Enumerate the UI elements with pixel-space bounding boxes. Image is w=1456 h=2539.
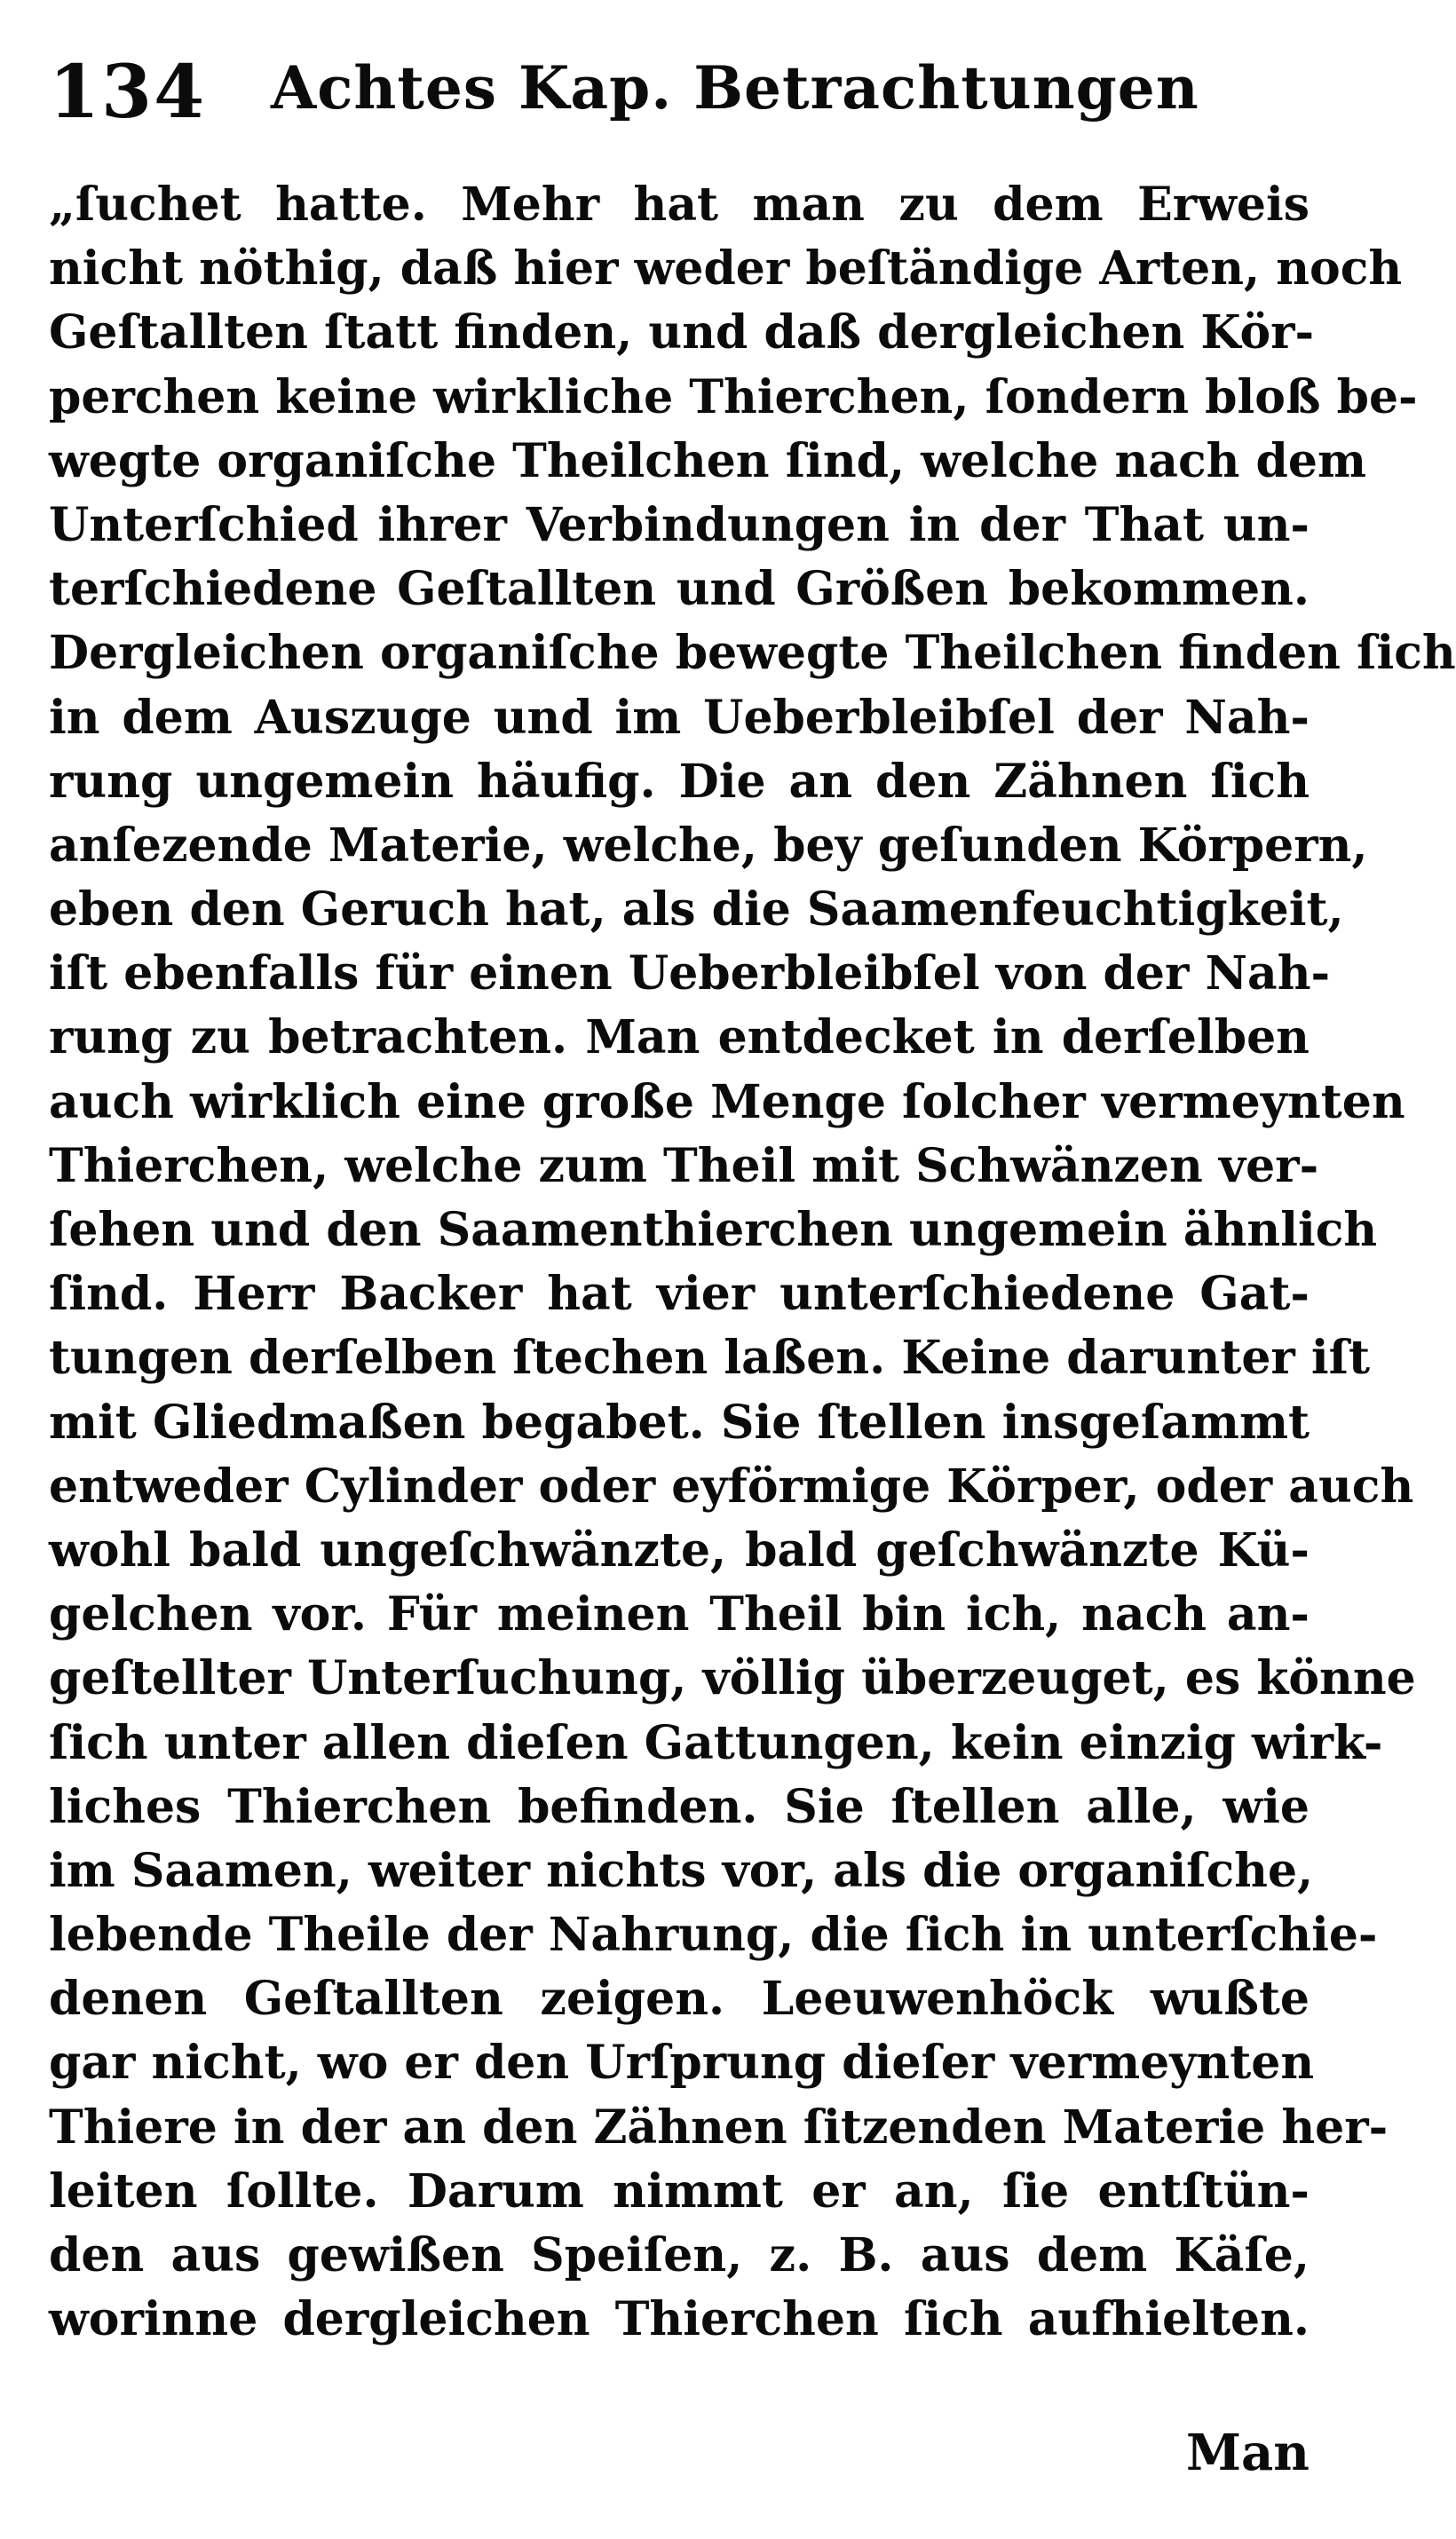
text-line: liches Thierchen befinden. Sie ſtellen alle, wie <box>49 1779 1310 1834</box>
text-line: iſt ebenfalls für einen Ueberbleibſel von der Nah- <box>49 946 1331 1001</box>
text-line: Thierchen, welche zum Theil mit Schwänzen ver- <box>49 1138 1319 1193</box>
text-line: im Saamen, weiter nichts vor, als die organiſche, <box>49 1843 1314 1898</box>
text-line: Dergleichen organiſche bewegte Theilchen finden ſich <box>49 626 1456 681</box>
text-line: entweder Cylinder oder eyförmige Körper, oder auch <box>49 1459 1414 1514</box>
text-line: den aus gewißen Speiſen, z. B. aus dem Käſe, <box>49 2228 1310 2282</box>
text-line: denen Geſtallten zeigen. Leeuwenhöck wußte <box>49 1972 1310 2027</box>
text-line: perchen keine wirkliche Thierchen, ſondern bloß be- <box>49 369 1418 424</box>
text-line: rung ungemein häufig. Die an den Zähnen ſich <box>49 754 1310 809</box>
text-line: rung zu betrachten. Man entdecket in derſelben <box>49 1010 1310 1065</box>
text-line: worinne dergleichen Thierchen ſich aufhielten. <box>49 2292 1310 2347</box>
text-line: Geſtallten ſtatt finden, und daß dergleichen Kör- <box>49 305 1315 360</box>
text-line: terſchiedene Geſtallten und Größen bekommen. <box>49 562 1310 617</box>
text-line: mit Gliedmaßen begabet. Sie ſtellen insgeſammt <box>49 1395 1310 1450</box>
text-line: ſind. Herr Backer hat vier unterſchiedene Gat- <box>49 1267 1310 1322</box>
text-line: wohl bald ungeſchwänzte, bald geſchwänzte Kü- <box>49 1523 1310 1578</box>
text-line: geſtellter Unterſuchung, völlig überzeuget, es könne <box>49 1651 1416 1706</box>
catchword: Man <box>1186 2424 1310 2482</box>
text-line: in dem Auszuge und im Ueberbleibſel der Nah- <box>49 690 1310 745</box>
text-line: ſich unter allen dieſen Gattungen, kein einzig wirk- <box>49 1715 1383 1770</box>
text-line: „ſuchet hatte. Mehr hat man zu dem Erweis <box>49 178 1310 232</box>
book-page <box>49 27 1456 2512</box>
text-line: nicht nöthig, daß hier weder beſtändige Arten, noch <box>49 241 1403 297</box>
text-line: lebende Theile der Nahrung, die ſich in unterſchie- <box>49 1908 1378 1963</box>
page-header <box>49 27 1310 160</box>
text-line: anſezende Materie, welche, bey geſunden Körpern, <box>49 818 1368 873</box>
text-line: Unterſchied ihrer Verbindungen in der That un- <box>49 497 1310 552</box>
text-line: tungen derſelben ſtechen laßen. Keine darunter iſt <box>49 1331 1371 1386</box>
text-line: Thiere in der an den Zähnen ſitzenden Materie her- <box>49 2100 1389 2155</box>
page-number: 134 <box>49 50 207 135</box>
text-line: eben den Geruch hat, als die Saamenfeuchtigkeit, <box>49 882 1344 937</box>
text-line: auch wirklich eine große Menge ſolcher vermeynten <box>49 1074 1405 1129</box>
body-text <box>49 173 1456 2352</box>
text-line: gar nicht, wo er den Urſprung dieſer vermeynten <box>49 2036 1315 2091</box>
text-line: leiten ſollte. Darum nimmt er an, ſie entſtün- <box>49 2163 1310 2219</box>
text-line: gelchen vor. Für meinen Theil bin ich, nach an- <box>49 1587 1310 1642</box>
running-head: Achtes Kap. Betrachtungen <box>271 53 1199 123</box>
text-line: ſehen und den Saamenthierchen ungemein ähnlich <box>49 1203 1378 1257</box>
text-line: wegte organiſche Theilchen ſind, welche nach dem <box>49 433 1366 488</box>
